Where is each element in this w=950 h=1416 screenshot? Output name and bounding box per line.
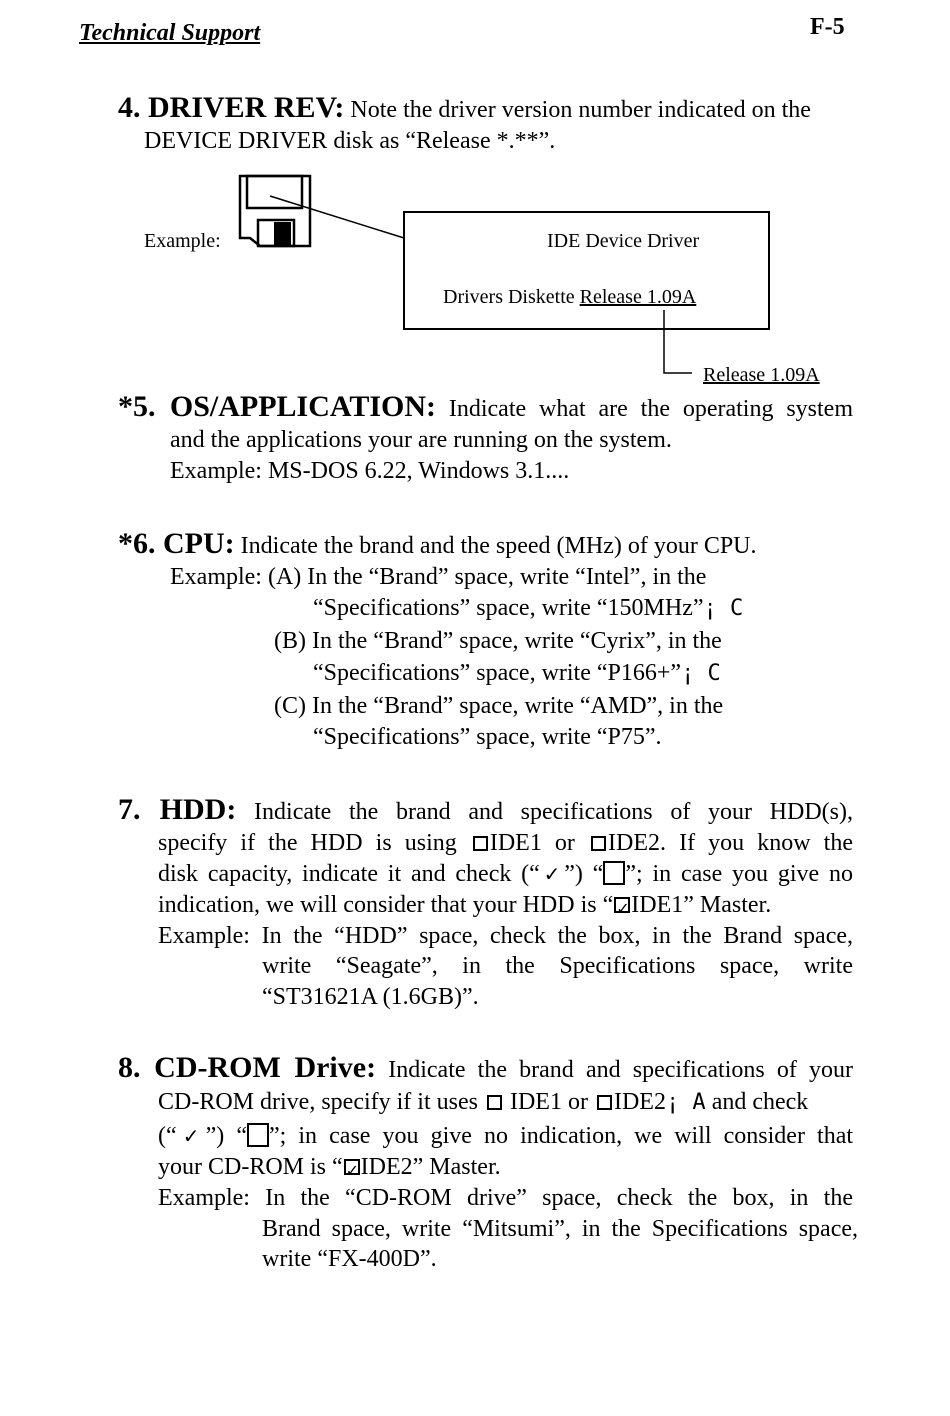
section-5-line-1 [118, 391, 853, 425]
s8-l4a: your CD-ROM is “ [158, 1154, 343, 1180]
s8-l2c: IDE2 [613, 1089, 666, 1115]
section-4-line-2: DEVICE DRIVER disk as “Release *.**”. [144, 128, 556, 154]
section-6-line-5 [313, 658, 721, 689]
check-mark-icon: ✓ [176, 1124, 206, 1148]
section-4-heading: 4. DRIVER REV: [118, 91, 345, 124]
s8-l3b: ”) “ [205, 1123, 247, 1149]
section-6-spec-a: “Specifications” space, write “150MHz” [313, 595, 704, 621]
section-7-line-3 [158, 859, 853, 890]
section-5-heading: *5. OS/APPLICATION: [118, 390, 436, 423]
section-7-line-1 [118, 794, 853, 828]
checkbox-icon [473, 836, 488, 851]
section-6-heading: *6. CPU: [118, 527, 235, 560]
s8-l2b: IDE1 or [503, 1089, 594, 1115]
callout-line [664, 310, 692, 373]
s7-l6: write “Seagate”, in the Specifications space, write [262, 953, 853, 979]
example-label: Example: [144, 230, 221, 252]
release-callout: Release 1.09A [703, 364, 820, 386]
section-8-text: Indicate the brand and specifications of your [376, 1057, 853, 1083]
s8-l6: Brand space, write “Mitsumi”, in the Specifications space, [262, 1216, 858, 1242]
checked-box-icon [614, 897, 630, 913]
disk-label-title: IDE Device Driver [547, 230, 700, 252]
floppy-disk-icon [240, 176, 310, 246]
section-8-line-7: write “FX-400D”. [262, 1246, 437, 1272]
empty-box-icon [247, 1123, 269, 1147]
section-7-line-5 [158, 921, 853, 952]
driver-disk-diagram [0, 0, 950, 400]
section-8-line-2 [158, 1087, 808, 1118]
s8-l3a: (“ [158, 1123, 177, 1149]
section-5-line-2: and the applications your are running on the system. [170, 427, 672, 453]
section-6-line-3 [313, 593, 743, 624]
section-6-glyph-b: ¡ C [681, 661, 721, 686]
section-5-line-3: Example: MS-DOS 6.22, Windows 3.1.... [170, 458, 570, 484]
s7-l2a: specify if the HDD is using [158, 830, 470, 856]
s7-l3c: ”; in case you give no [625, 861, 853, 887]
section-6-line-7: “Specifications” space, write “P75”. [313, 724, 662, 750]
checked-box-icon [344, 1159, 360, 1175]
section-6-spec-b: “Specifications” space, write “P166+” [313, 660, 682, 686]
page-header-title: Technical Support [79, 20, 261, 46]
section-8-line-4 [158, 1152, 501, 1183]
section-7-line-7: “ST31621A (1.6GB)”. [262, 984, 479, 1010]
checkbox-icon [597, 1095, 612, 1110]
section-7-line-2 [158, 828, 853, 859]
section-6-text: Indicate the brand and the speed (MHz) of your CPU. [234, 533, 757, 559]
page-number: F-5 [810, 14, 845, 40]
s7-l3a: disk capacity, indicate it and check (“ [158, 861, 540, 887]
section-6-line-2: Example: (A) In the “Brand” space, write “Intel”, in the [170, 564, 707, 590]
disk-label-line [443, 286, 696, 309]
s8-l2d: and check [705, 1089, 809, 1115]
checkbox-icon [591, 836, 606, 851]
s8-l2a: CD-ROM drive, specify if it uses [158, 1089, 484, 1115]
s7-l4a: indication, we will consider that your HDD is “ [158, 892, 614, 918]
section-7-line-4 [158, 890, 771, 921]
section-7-line-6 [262, 951, 853, 982]
s7-l3b: ”) “ [564, 861, 604, 887]
disk-label-release: Release 1.09A [579, 286, 697, 308]
s8-l3c: ”; in case you give no indication, we will consider that [268, 1123, 854, 1149]
section-7-heading: 7. HDD: [118, 793, 237, 826]
section-4-text: Note the driver version number indicated on the [344, 97, 811, 123]
empty-box-icon [603, 861, 625, 885]
section-5-text: Indicate what are the operating system [436, 396, 853, 422]
section-8-line-1 [118, 1052, 853, 1086]
section-7-text: Indicate the brand and specifications of your HDD(s), [236, 799, 853, 825]
s7-l2b: IDE1 or [489, 830, 589, 856]
section-8-line-6 [262, 1214, 858, 1245]
s7-l4b: IDE1” Master. [631, 892, 772, 918]
section-8-heading: 8. CD-ROM Drive: [118, 1051, 377, 1084]
section-8-line-5 [158, 1183, 853, 1214]
s8-glyph: ¡ A [665, 1090, 706, 1115]
disk-label-prefix: Drivers Diskette [443, 286, 580, 308]
section-6-line-4: (B) In the “Brand” space, write “Cyrix”, in the [274, 628, 722, 654]
s7-l5: Example: In the “HDD” space, check the box, in the Brand space, [158, 923, 853, 949]
s8-l4b: IDE2” Master. [360, 1154, 501, 1180]
s8-l5: Example: In the “CD-ROM drive” space, check the box, in the [158, 1185, 853, 1211]
section-6-glyph-a: ¡ C [703, 596, 744, 621]
section-8-line-3 [158, 1121, 853, 1152]
s7-l2c: IDE2. If you know the [608, 830, 854, 856]
check-mark-icon: ✓ [539, 862, 565, 886]
section-6-line-1 [118, 528, 757, 562]
section-6-line-6: (C) In the “Brand” space, write “AMD”, in the [274, 693, 724, 719]
checkbox-icon [487, 1095, 502, 1110]
